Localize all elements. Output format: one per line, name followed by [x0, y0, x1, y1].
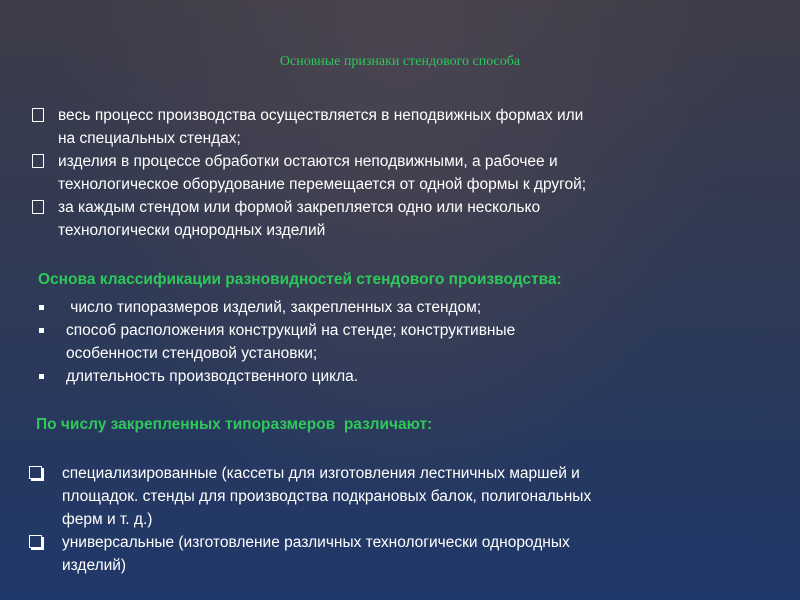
list-item: способ расположения конструкций на стенде; конструктивные особенности стендовой установки; [66, 319, 746, 365]
classification-heading: Основа классификации разновидностей стендового производства: [38, 271, 562, 288]
square-outline-icon [32, 200, 44, 214]
small-square-icon [39, 328, 44, 333]
list-item: изделия в процессе обработки остаются неподвижными, а рабочее и технологическое оборудование перемещается от одной формы к другой; [58, 150, 758, 196]
list-item: число типоразмеров изделий, закрепленных за стендом; [66, 296, 746, 319]
types-heading: По числу закрепленных типоразмеров различают: [36, 416, 433, 433]
list-item: специализированные (кассеты для изготовления лестничных маршей и площадок. стенды для производства подкрановых балок, полигональных ферм и т. д.) [62, 462, 762, 531]
shadowed-box-icon [29, 466, 42, 479]
list-item: универсальные (изготовление различных технологически однородных изделий) [62, 531, 762, 577]
list-item: длительность производственного цикла. [66, 365, 746, 388]
square-outline-icon [32, 154, 44, 168]
classification-list [66, 296, 746, 388]
shadowed-box-icon [29, 535, 42, 548]
list-item: за каждым стендом или формой закрепляется одно или несколько технологически однородных изделий [58, 196, 758, 242]
square-outline-icon [32, 108, 44, 122]
types-list [62, 462, 762, 577]
slide-title: Основные признаки стендового способа [279, 54, 521, 69]
features-list [58, 104, 758, 242]
small-square-icon [39, 305, 44, 310]
list-item: весь процесс производства осуществляется в неподвижных формах или на специальных стендах; [58, 104, 758, 150]
small-square-icon [39, 374, 44, 379]
